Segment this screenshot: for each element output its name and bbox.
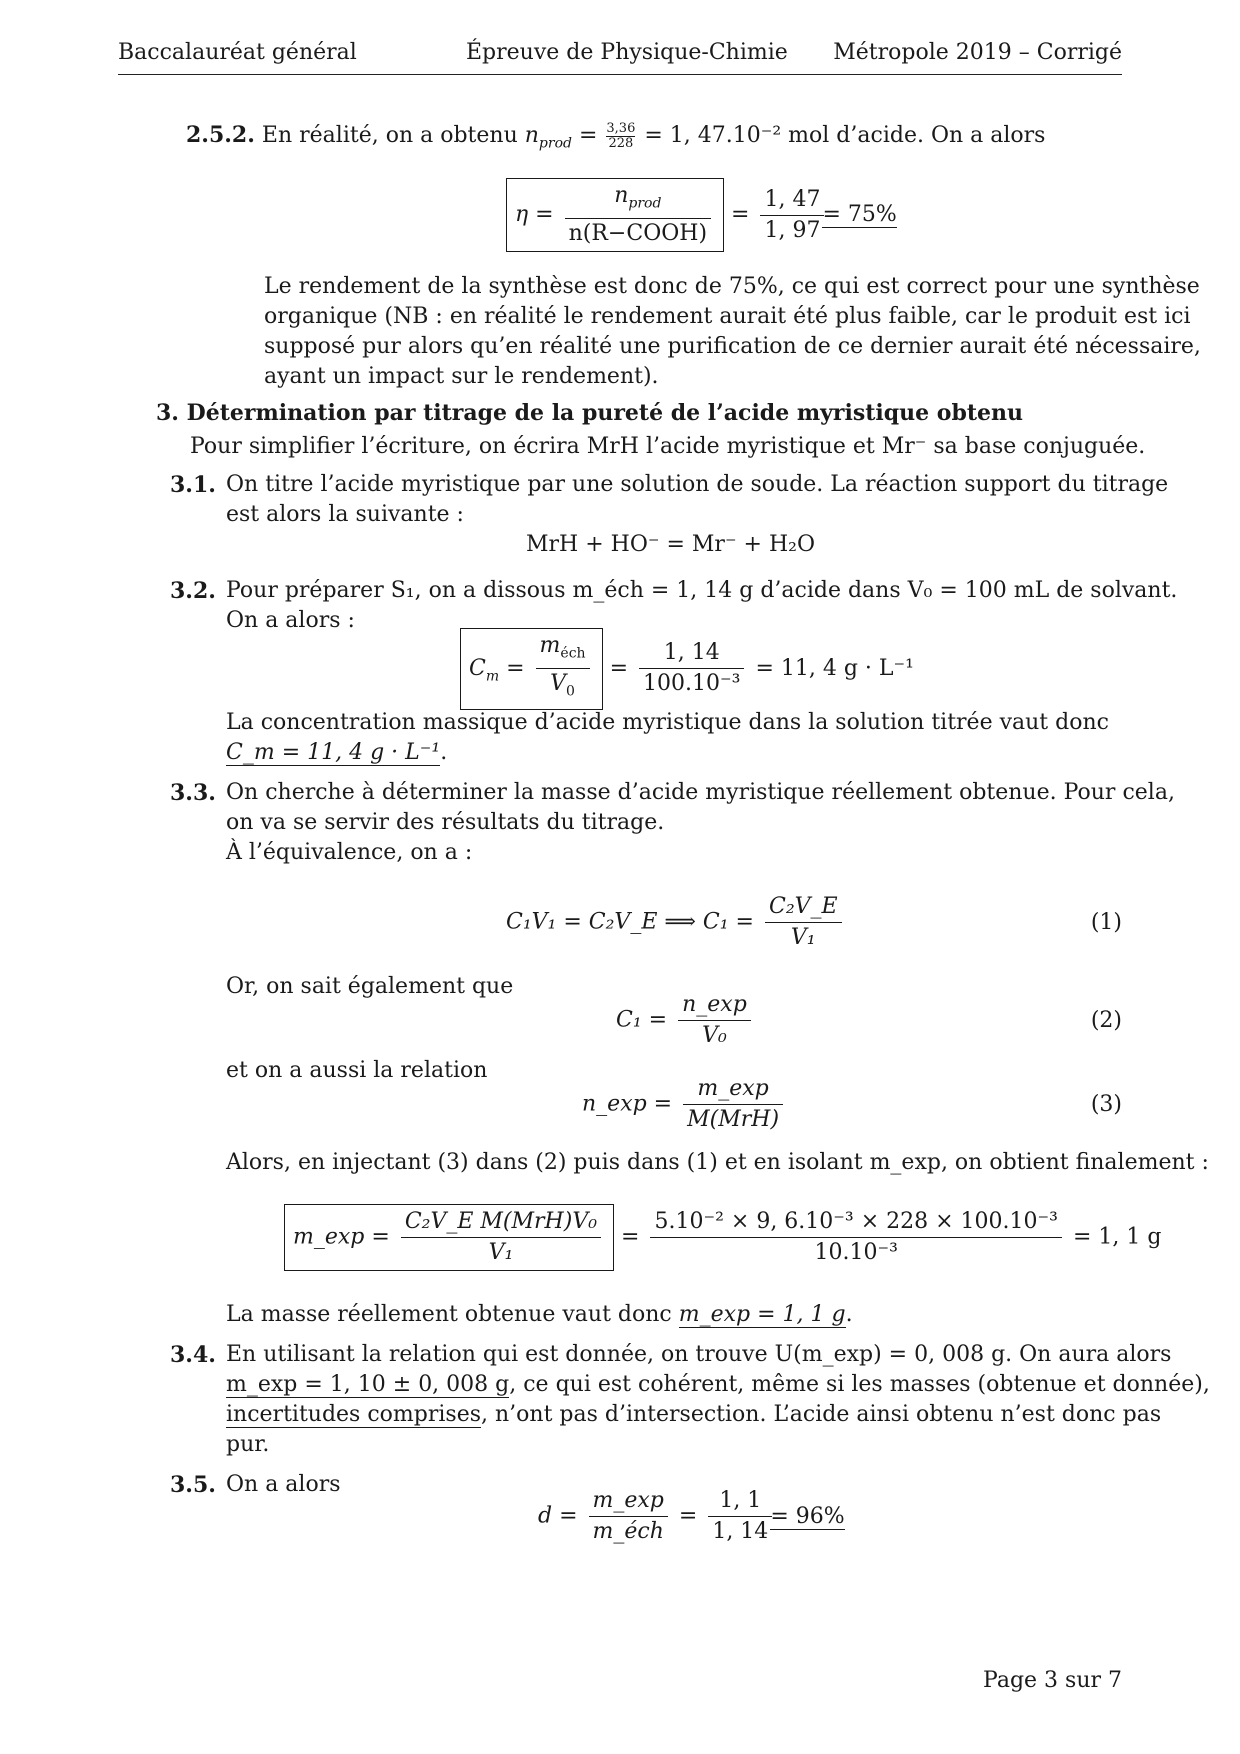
q252-number: 2.5.2. [186, 122, 255, 148]
q33-text4: Alors, en injectant (3) dans (2) puis dans (1) et en isolant m_exp, on obtient finalement : [226, 1150, 1209, 1175]
q33-final-fraction [401, 1207, 601, 1268]
page-number: Page 3 sur 7 [983, 1668, 1122, 1693]
q33-eq2-label: (2) [1090, 1008, 1122, 1033]
q33-eq2-den: V₀ [678, 1020, 751, 1051]
q33-calc-result: = 1, 1 g [1072, 1224, 1162, 1250]
q33-final-num: C₂V_E M(MrH)V₀ [404, 1209, 598, 1234]
q35-v-num: 1, 1 [719, 1488, 762, 1513]
q252-comment [264, 272, 1201, 392]
q33-calc-den: 10.10⁻³ [650, 1237, 1061, 1268]
header-center: Épreuve de Physique-Chimie [466, 40, 788, 65]
q33-final-box [284, 1204, 614, 1271]
q252-eta-num: n [614, 183, 629, 208]
q33-eq3-num: m_exp [697, 1076, 769, 1101]
q252-yield-equation [506, 178, 897, 252]
section-3-heading [156, 398, 1023, 428]
q33-calc-fraction [650, 1207, 1061, 1268]
q33-eq1-fraction [765, 892, 842, 953]
q34-line: pur. [226, 1432, 270, 1457]
q32-cm-den: V [550, 671, 567, 697]
q32-cm-den-sub: 0 [566, 683, 575, 700]
q32-conclusion: C_m = 11, 4 g · L⁻¹ [226, 740, 441, 765]
q33-line: on va se servir des résultats du titrage. [226, 810, 665, 835]
q33-number: 3.3. [170, 780, 216, 806]
q252-comment-line: ayant un impact sur le rendement). [264, 364, 659, 389]
q252-nprod-sub: prod [538, 135, 572, 152]
q252-comment-line: Le rendement de la synthèse est donc de 75%, ce qui est correct pour une synthèse [264, 274, 1200, 299]
q252-comment-line: organique (NB : en réalité le rendement aurait été plus faible, car le produit est ici [264, 304, 1191, 329]
q32-cm-num: m [539, 633, 561, 658]
q33-eq3-den: M(MrH) [683, 1104, 783, 1135]
q33-final-equation [284, 1204, 1161, 1271]
q32-cm-num-sub: éch [560, 645, 586, 662]
q252-eta-den: n(R−COOH) [565, 218, 711, 249]
section-3-intro: Pour simplifier l’écriture, on écrira MrH l’acide myristique et Mr⁻ sa base conjuguée. [190, 434, 1146, 459]
q32-val-num: 1, 14 [663, 640, 720, 666]
q33-calc-num: 5.10⁻² × 9, 6.10⁻³ × 228 × 100.10⁻³ [654, 1209, 1058, 1234]
q33-eq2-fraction [678, 990, 751, 1051]
q35-equals: = [678, 1503, 698, 1529]
q252-yield-box [506, 178, 724, 252]
header-rule [118, 74, 1122, 75]
q34-line: En utilisant la relation qui est donnée, on trouve U(m_exp) = 0, 008 g. On aura alors [226, 1342, 1172, 1367]
q32-line: On a alors : [226, 608, 355, 633]
q33-conclusion-text: La masse réellement obtenue vaut donc [226, 1302, 672, 1327]
q33-text [226, 778, 1175, 868]
header-left: Baccalauréat général [118, 40, 357, 65]
q32-cm-equation [460, 628, 914, 710]
q32-comment-line: La concentration massique d’acide myristique dans la solution titrée vaut donc [226, 710, 1109, 735]
q35-d-den: m_éch [589, 1516, 668, 1547]
q33-eq3-left: n_exp = [582, 1091, 673, 1117]
q252-intro: En réalité, on a obtenu [261, 123, 518, 148]
q31-line: On titre l’acide myristique par une solution de soude. La réaction support du titrage [226, 472, 1169, 497]
q31-text [226, 470, 1168, 530]
q32-comment: La concentration massique d’acide myristique dans la solution titrée vaut donc C_m = 11, 4 g · L⁻¹. [226, 710, 1109, 765]
q252-small-fraction [606, 122, 635, 151]
q252-frac-den: 228 [606, 136, 635, 151]
q33-final-equals: = [621, 1224, 640, 1250]
q32-text [226, 576, 1177, 636]
section-3-title: Détermination par titrage de la pureté de l’acide myristique obtenu [186, 400, 1024, 426]
section-3-number: 3. [156, 400, 179, 426]
q33-eq3-fraction [683, 1074, 783, 1135]
q35-result: = 96% [770, 1503, 845, 1529]
q31-line: est alors la suivante : [226, 502, 464, 527]
q35-d-fraction [589, 1486, 668, 1547]
q34-number: 3.4. [170, 1342, 216, 1368]
q35-text: On a alors [226, 1472, 341, 1497]
q252-eta-fraction [565, 181, 711, 249]
q252-line: 2.5.2. En réalité, on a obtenu $n_{prod}$ = $\frac{3,36}{228}$ = 1, 47.10⁻² mol d’acide. On a alors [186, 120, 1046, 152]
q31-reaction: MrH + HO⁻ = Mr⁻ + H₂O [526, 532, 816, 557]
q33-final-den: V₁ [401, 1237, 601, 1268]
q252-equals: = [731, 202, 750, 228]
q33-eq2 [616, 990, 755, 1051]
q33-eq3 [582, 1074, 787, 1135]
q252-eta-num-sub: prod [628, 195, 662, 212]
q32-cm-lhs: C [469, 655, 486, 681]
q33-eq2-num: n_exp [682, 992, 747, 1017]
q34-underlined-text: incertitudes comprises [226, 1402, 481, 1427]
q252-eta: η = [515, 202, 554, 228]
q32-cm-box: $C_m$ = $\frac{m_{éch}}{V_0}$ [460, 628, 603, 710]
q33-line: À l’équivalence, on a : [226, 840, 473, 865]
q32-line: Pour préparer S₁, on a dissous m_éch = 1, 14 g d’acide dans V₀ = 100 mL de solvant. [226, 578, 1178, 603]
q33-conclusion-value: m_exp = 1, 1 g [678, 1302, 846, 1327]
q252-comment-line: supposé pur alors qu’en réalité une purification de ce dernier aurait été nécessaire, [264, 334, 1201, 359]
q34-line3-rest: , n’ont pas d’intersection. L’acide ainsi obtenu n’est donc pas [481, 1402, 1162, 1427]
q33-line: On cherche à déterminer la masse d’acide myristique réellement obtenue. Pour cela, [226, 780, 1175, 805]
q33-eq2-left: C₁ = [616, 1007, 668, 1033]
q252-nprod: n [524, 123, 539, 148]
q35-equation [538, 1486, 845, 1547]
q35-value-fraction [708, 1486, 772, 1547]
q32-cm-fraction [536, 631, 590, 707]
q32-number: 3.2. [170, 578, 216, 604]
q33-eq1-label: (1) [1090, 910, 1122, 935]
q33-text3: et on a aussi la relation [226, 1058, 488, 1083]
q33-final-lhs: m_exp = [293, 1224, 390, 1250]
q32-cm-lhs-sub: m [485, 668, 500, 685]
q252-ratio-den: 1, 97 [760, 215, 824, 246]
q34-text [226, 1340, 1210, 1460]
q33-eq1-left: C₁V₁ = C₂V_E ⟹ C₁ = [506, 909, 754, 935]
header-right: Métropole 2019 – Corrigé [833, 40, 1122, 65]
q34-underlined-value: m_exp = 1, 10 ± 0, 008 g [226, 1372, 510, 1397]
q33-eq1 [506, 892, 846, 953]
q252-value: = 1, 47.10⁻² mol d’acide. On a alors [644, 123, 1046, 148]
q34-line2-rest: , ce qui est cohérent, même si les masses (obtenue et donnée), [509, 1372, 1210, 1397]
q33-conclusion-dot: . [845, 1302, 853, 1327]
q252-ratio-fraction [760, 185, 824, 246]
q32-val-den: 100.10⁻³ [639, 668, 744, 699]
q31-number: 3.1. [170, 472, 216, 498]
q33-text2: Or, on sait également que [226, 974, 514, 999]
q32-value-fraction [639, 638, 744, 699]
q252-result: = 75% [822, 202, 897, 228]
q35-d-num: m_exp [592, 1488, 664, 1513]
q252-frac-num: 3,36 [606, 120, 636, 136]
q35-number: 3.5. [170, 1472, 216, 1498]
q35-v-den: 1, 14 [708, 1516, 772, 1547]
q252-ratio-num: 1, 47 [764, 186, 821, 212]
q35-d-lhs: d = [538, 1503, 578, 1529]
q33-eq3-label: (3) [1090, 1092, 1122, 1117]
q33-conclusion [226, 1300, 853, 1330]
q33-eq1-num: C₂V_E [768, 894, 838, 919]
q33-eq1-den: V₁ [765, 922, 842, 953]
q32-equals: = [609, 655, 629, 681]
q32-val-result: = 11, 4 g · L⁻¹ [755, 655, 914, 681]
